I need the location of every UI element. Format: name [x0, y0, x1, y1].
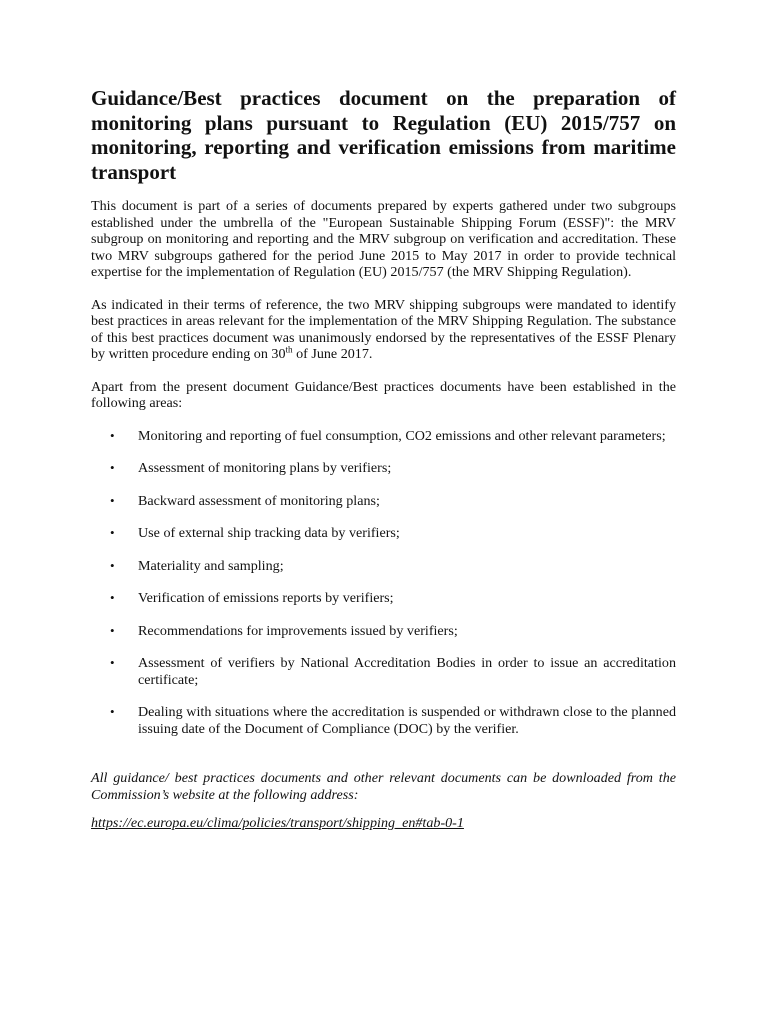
list-item-text: Use of external ship tracking data by verifiers;: [138, 525, 400, 541]
list-item-text: Assessment of verifiers by National Accreditation Bodies in order to issue an accreditation certificate;: [138, 655, 676, 688]
list-item-text: Backward assessment of monitoring plans;: [138, 492, 380, 509]
bullet-icon: •: [110, 525, 115, 540]
list-item: [91, 428, 676, 445]
list-item: [91, 704, 676, 737]
document-page: [91, 86, 676, 832]
ordinal-suffix: th: [285, 344, 293, 355]
list-item: [91, 460, 676, 477]
list-item: [91, 493, 676, 510]
guidance-areas-list: [91, 428, 676, 738]
bullet-icon: •: [110, 622, 115, 638]
list-item-text: Assessment of monitoring plans by verifiers;: [138, 460, 392, 476]
list-item-text: Monitoring and reporting of fuel consumption, CO2 emissions and other relevant parameters;: [138, 427, 666, 444]
list-item: [91, 623, 676, 640]
bullet-icon: •: [110, 427, 115, 443]
list-item-text: Materiality and sampling;: [138, 557, 284, 574]
intro-paragraph: This document is part of a series of documents prepared by experts gathered under two subgroups established under the umbrella of the "European Sustainable Shipping Forum (ESSF)": the MRV subgroup on monitoring and reporting and the MRV subgroup on verification and accreditation. These two MRV subgroups gathered for the period June 2015 to May 2017 in order to provide technical expertise for the implementation of Regulation (EU) 2015/757 (the MRV Shipping Regulation).: [91, 198, 676, 280]
document-title: Guidance/Best practices document on the preparation of monitoring plans pursuant to Regulation (EU) 2015/757 on monitoring, reporting and verification emissions from maritime transport: [91, 86, 676, 184]
list-item: [91, 525, 676, 542]
bullet-icon: •: [110, 557, 115, 573]
mandate-date-end: of June 2017.: [292, 346, 373, 362]
list-item-text: Verification of emissions reports by verifiers;: [138, 590, 394, 606]
list-item: [91, 590, 676, 607]
bullet-icon: •: [110, 655, 115, 670]
bullet-icon: •: [110, 492, 115, 508]
commission-website-link[interactable]: https://ec.europa.eu/clima/policies/transport/shipping_en#tab-0-1: [91, 815, 464, 831]
list-item-text: Recommendations for improvements issued by verifiers;: [138, 622, 458, 639]
download-note: All guidance/ best practices documents and other relevant documents can be downloaded from the Commission’s website at the following address:: [91, 770, 676, 803]
areas-intro-paragraph: Apart from the present document Guidance/Best practices documents have been established in the following areas:: [91, 378, 676, 411]
bullet-icon: •: [110, 704, 115, 719]
list-item-text: Dealing with situations where the accreditation is suspended or withdrawn close to the planned issuing date of the Document of Compliance (DOC) by the verifier.: [138, 704, 676, 737]
mandate-text: As indicated in their terms of reference, the two MRV shipping subgroups were mandated to identify best practices in areas relevant for the implementation of the MRV Shipping Regulation. The substance of this best practices document was unanimously endorsed by the representatives of the ESSF Plenary by written procedure ending on 30: [91, 296, 676, 362]
list-item: [91, 655, 676, 688]
bullet-icon: •: [110, 460, 115, 475]
bullet-icon: •: [110, 590, 115, 605]
list-item: [91, 558, 676, 575]
mandate-paragraph: [91, 297, 676, 363]
